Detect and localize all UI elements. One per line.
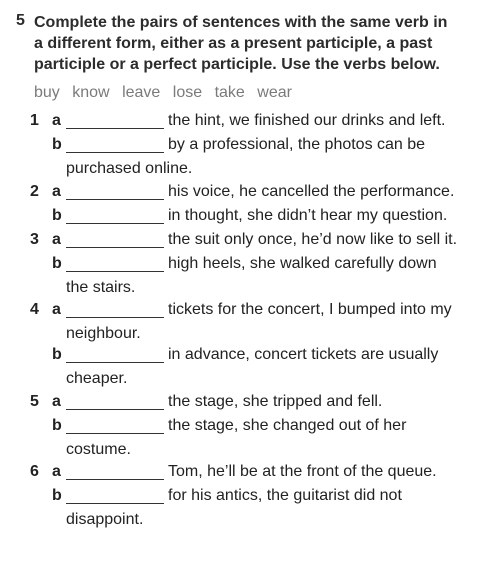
- item-letter: a: [52, 231, 61, 248]
- exercise-instruction: Complete the pairs of sentences with the same verb in a different form, either as a present participle, a past participle or a perfect participle. Use the verbs below.: [34, 14, 448, 73]
- answer-blank[interactable]: [66, 479, 164, 480]
- exercise-number: 5: [16, 12, 25, 29]
- verb-word: lose: [172, 84, 203, 101]
- sentence-text: by a professional, the photos can be: [168, 136, 426, 153]
- sentence-text: the stage, she changed out of her: [168, 417, 407, 434]
- answer-blank[interactable]: [66, 409, 164, 410]
- sentence-text: the hint, we finished our drinks and left.: [168, 112, 446, 129]
- answer-blank[interactable]: [66, 152, 164, 153]
- verb-word: leave: [122, 84, 161, 101]
- answer-blank[interactable]: [66, 362, 164, 363]
- item-letter: b: [52, 255, 62, 272]
- answer-blank[interactable]: [66, 199, 164, 200]
- sentence-text: his voice, he cancelled the performance.: [168, 183, 455, 200]
- verb-word: take: [214, 84, 245, 101]
- item-number: 2: [30, 183, 39, 200]
- answer-blank[interactable]: [66, 317, 164, 318]
- item-letter: a: [52, 393, 61, 410]
- sentence-text: the suit only once, he’d now like to sell it.: [168, 231, 458, 248]
- item-letter: a: [52, 183, 61, 200]
- answer-blank[interactable]: [66, 247, 164, 248]
- item-number: 5: [30, 393, 39, 410]
- item-number: 6: [30, 463, 39, 480]
- answer-blank[interactable]: [66, 503, 164, 504]
- answer-blank[interactable]: [66, 271, 164, 272]
- verb-list: [34, 84, 300, 102]
- verb-word: know: [72, 84, 110, 101]
- answer-blank[interactable]: [66, 223, 164, 224]
- sentence-continuation: purchased online.: [66, 160, 193, 177]
- item-letter: b: [52, 136, 62, 153]
- item-number: 3: [30, 231, 39, 248]
- item-number: 4: [30, 301, 39, 318]
- sentence-text: in thought, she didn’t hear my question.: [168, 207, 448, 224]
- answer-blank[interactable]: [66, 128, 164, 129]
- sentence-text: high heels, she walked carefully down: [168, 255, 437, 272]
- sentence-continuation: costume.: [66, 441, 131, 458]
- sentence-text: tickets for the concert, I bumped into my: [168, 301, 452, 318]
- sentence-text: the stage, she tripped and fell.: [168, 393, 383, 410]
- sentence-continuation: disappoint.: [66, 511, 144, 528]
- sentence-text: Tom, he’ll be at the front of the queue.: [168, 463, 437, 480]
- item-letter: a: [52, 301, 61, 318]
- verb-word: buy: [34, 84, 60, 101]
- item-letter: a: [52, 463, 61, 480]
- sentence-continuation: cheaper.: [66, 370, 128, 387]
- verb-word: wear: [257, 84, 292, 101]
- sentence-continuation: the stairs.: [66, 279, 136, 296]
- item-letter: a: [52, 112, 61, 129]
- sentence-continuation: neighbour.: [66, 325, 141, 342]
- item-letter: b: [52, 207, 62, 224]
- item-letter: b: [52, 346, 62, 363]
- answer-blank[interactable]: [66, 433, 164, 434]
- item-letter: b: [52, 487, 62, 504]
- item-letter: b: [52, 417, 62, 434]
- sentence-text: for his antics, the guitarist did not: [168, 487, 402, 504]
- item-number: 1: [30, 112, 39, 129]
- sentence-text: in advance, concert tickets are usually: [168, 346, 439, 363]
